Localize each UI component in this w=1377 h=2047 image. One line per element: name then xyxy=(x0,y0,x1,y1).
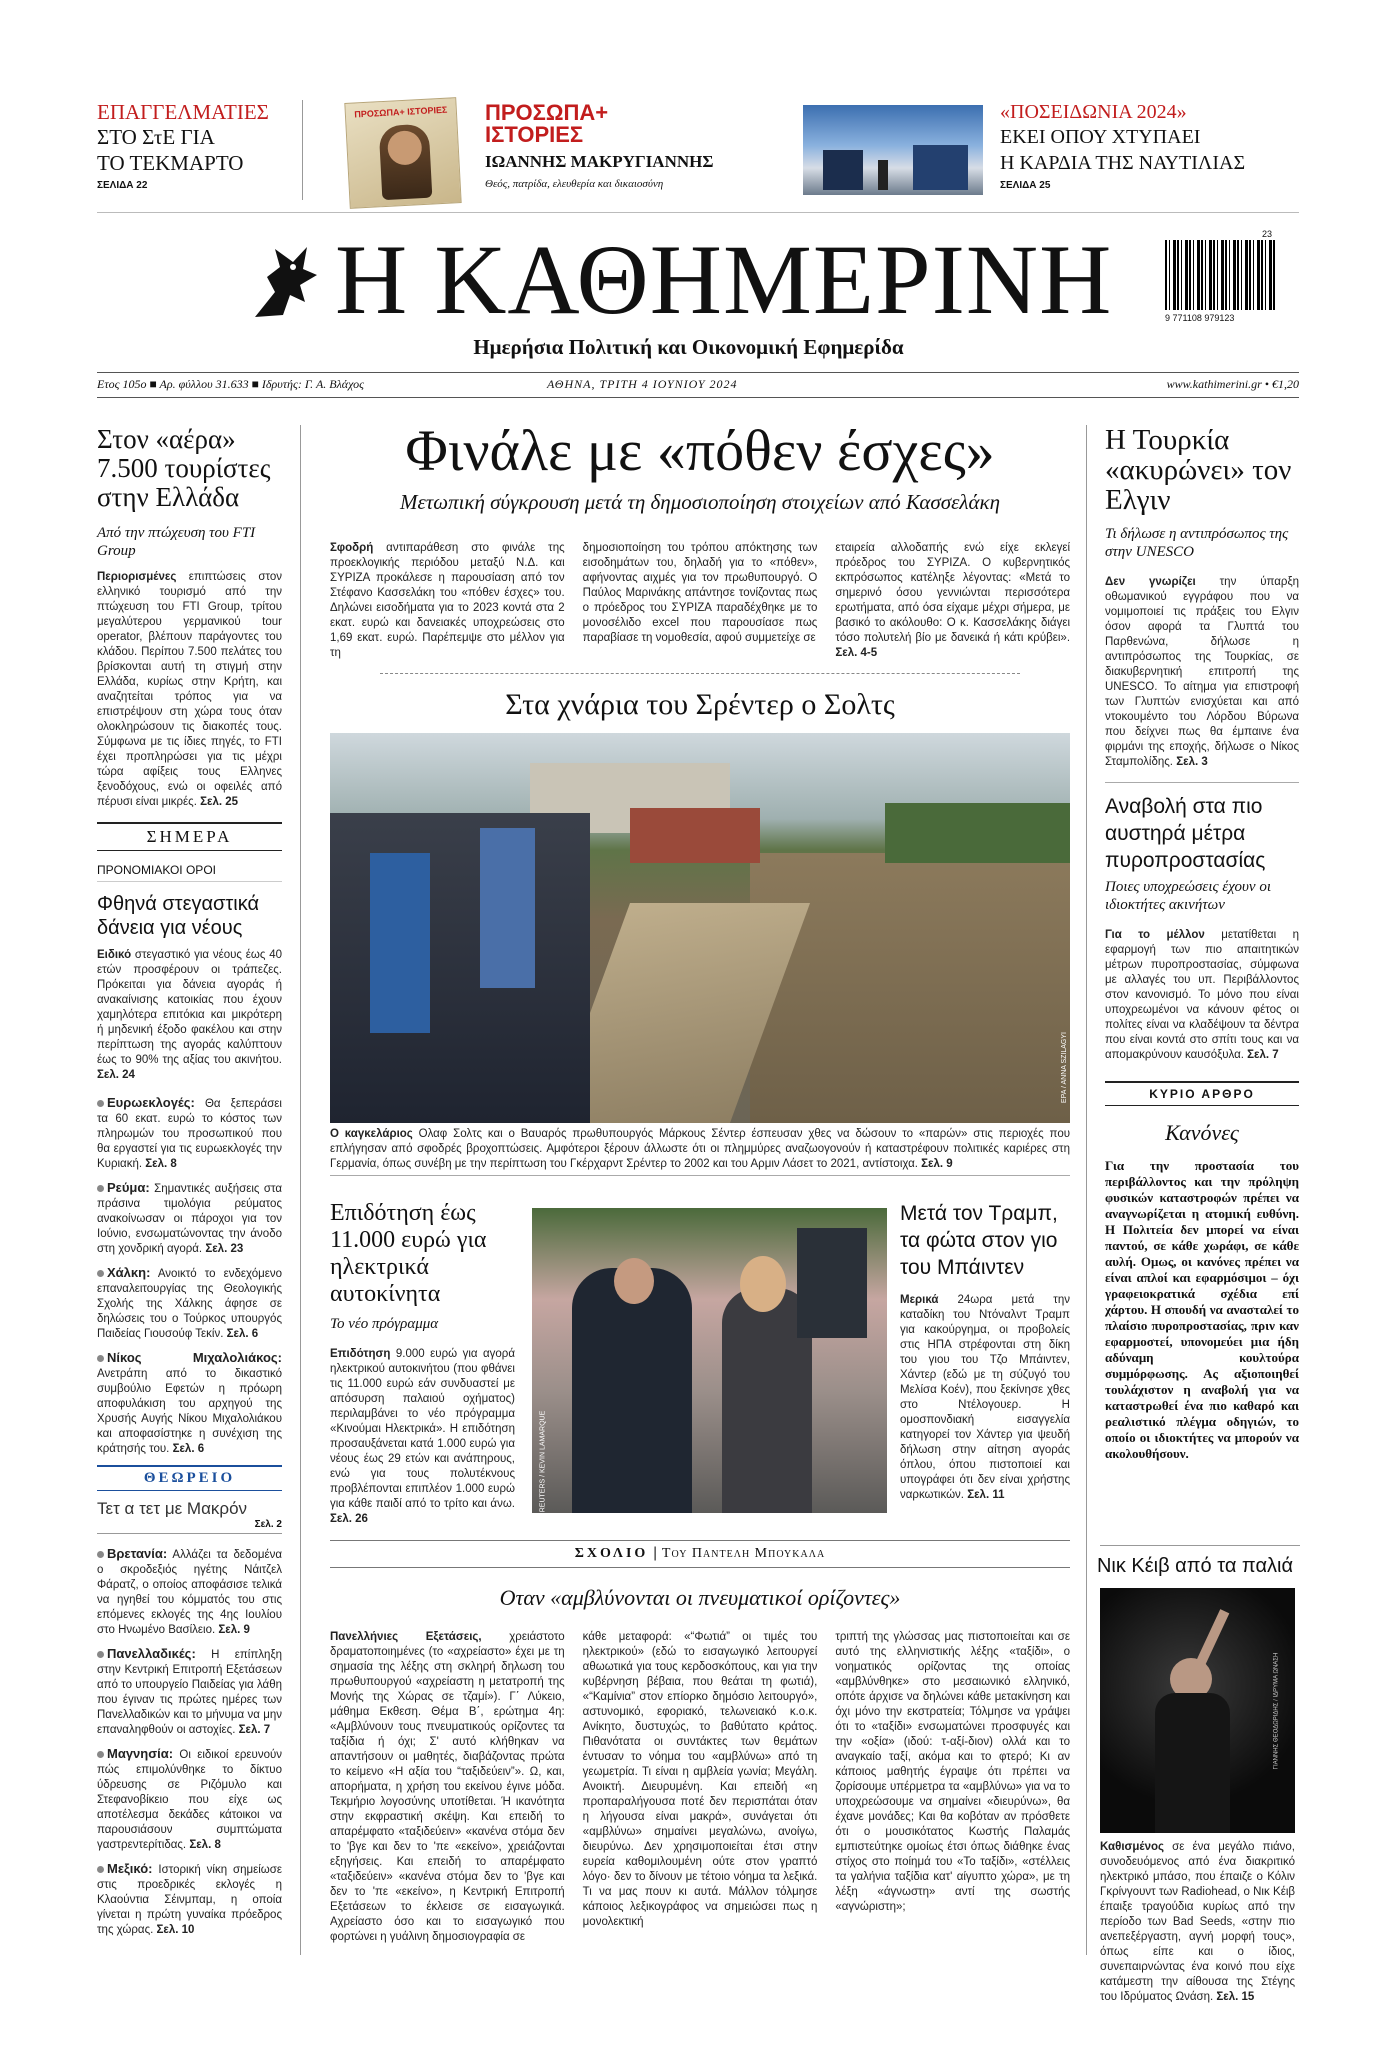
teaser-right-line1: «ΠΟΣΕΙΔΩΝΙΑ 2024» xyxy=(1000,101,1187,123)
theoreio-ref: Σελ. 2 xyxy=(97,1519,282,1534)
masthead-title: Η ΚΑΘΗΜΕΡΙΝΗ xyxy=(335,224,1113,335)
comment-headline[interactable]: Οταν «αμβλύνονται οι πνευματικοί ορίζοντες» xyxy=(499,1585,901,1610)
biden-photo-credit: REUTERS / KEVIN LAMARQUE xyxy=(539,1410,547,1513)
bullet-item[interactable]: Ρεύμα: Σημαντικές αυξήσεις στα πράσινα τιμολόγια ρεύματος ανακοίνωσαν οι πάροχοι για τον Ιούνιο, ενσωματώνοντας την άνοδο στη χονδρική αγορά. Σελ. 23 xyxy=(97,1180,282,1255)
posidonia-photo xyxy=(803,105,983,195)
book-cover-label: ΠΡΟΣΩΠΑ+ ΙΣΤΟΡΙΕΣ xyxy=(354,104,448,120)
editorial-body: Για την προστασία του περιβάλλοντος και την πρόληψη φυσικών καταστροφών πρέπει να αναγνωρίζεται η ατομική ευθύνη. Η Πολιτεία δεν μπορεί να είναι παντού, σε κάθε χωράφι, σε κάθε αυλή. Ομως, οι κανόνες πρέπει να είναι απλοί και εφαρμόσιμοι – όχι γραφειοκρατικά σχέδια επί χάρτου. Η σπουδή να ανασταλεί το πλαίσιο πυροπροστασίας, πριν καν εφαρμοστεί, υπονομεύει μια ήδη αδύναμη κουλτούρα συμμόρφωσης. Ας αξιοποιηθεί τουλάχιστον η αναβολή για να καταστρωθεί ένα πιο καθαρό και ρεαλιστικό πλέγμα οδηγιών, το οποίο οι ιδιοκτήτες να μπορούν να ακολουθήσουν. xyxy=(1105,1158,1299,1461)
teaser-right-line3: Η ΚΑΡΔΙΑ ΤΗΣ ΝΑΥΤΙΛΙΑΣ xyxy=(1000,152,1246,174)
lead-story[interactable] xyxy=(330,420,1070,661)
barcode xyxy=(1165,240,1275,310)
tourists-headline[interactable]: Στον «αέρα» 7.500 τουρίστες στην Ελλάδα xyxy=(97,424,271,512)
today-label: ΣΗΜΕΡΑ xyxy=(97,822,282,851)
issue-line: Ετος 105ο ■ Αρ. φύλλου 31.633 ■ Ιδρυτής: Γ. Α. Βλάχος ΑΘΗΝΑ, ΤΡΙΤΗ 4 ΙΟΥΝΙΟΥ 2024 www.kathimerini.gr • €1,20 xyxy=(97,377,1299,391)
teaser-left-line2: ΣΤΟ ΣτΕ ΓΙΑ xyxy=(97,125,215,149)
subsidy-sub: Το νέο πρόγραμμα xyxy=(330,1316,439,1332)
flood-photo xyxy=(330,733,1070,1123)
sheet-number: Αρ. φύλλου 31.633 xyxy=(159,377,249,391)
lead-headline: Φινάλε με «πόθεν έσχες» xyxy=(405,418,995,483)
teaser-right[interactable] xyxy=(1000,100,1300,191)
teaser-right-page: ΣΕΛΙΔΑ 25 xyxy=(1000,180,1051,191)
cave-photo-credit: ΓΙΑΝΝΗΣ ΘΕΟΔΩΡΙΔΗΣ / ΙΔΡΥΜΑ ΩΝΑΣΗ xyxy=(1273,1652,1280,1770)
today-kicker: ΠΡΟΝΟΜΙΑΚΟΙ ΟΡΟΙ xyxy=(97,863,282,882)
biden-body: Μερικά 24ωρα μετά την καταδίκη του Ντόναλντ Τραμπ για κακούργημα, οι προβολείς στις ΗΠΑ στρέφονται στη δίκη του γιου του Τζο Μπάιντεν, Χάντερ (εδώ με τη σύζυγό του Μελίσα Κοέν), που ξεκίνησε χθες στο Ντέλογουερ. Η ομοσπονδιακή εισαγγελία κατηγορεί τον Χάντερ για ψευδή δήλωση στην αίτηση αγοράς όπλου, όπου πιστοποιεί και υπογράφει ότι δεν είναι χρήστης ναρκωτικών. Σελ. 11 xyxy=(900,1294,1070,1501)
comment-col-2: κάθε μεταφορά: «“Φωτιά” οι τιμές του ηλεκτρικού» (εδώ το εισαγωγικό λειτουργεί αθωωτικά για τους κερδοσκόπους, και για την κυβέρνηση βέβαια, που θεάται τη φωτιά), «“Καμίνια” στον επίορκο δημόσιο λειτουργό», αστυνομικό, εφοριακό, τελωνειακό κ.ο.κ. Ανίκητο, δυστυχώς, το βαθύτατο κράτος. Πιθανότατα οι συντάκτες των θεμάτων έντυσαν το νόημα του «αμβλύνω» από τη γεωμετρία. Τι είναι η αμβλεία γωνία; Μεγάλη. Ανοικτή. Διευρυμένη. Και επειδή «η προπαραλήγουσα ποτέ δεν περισπάται όταν η λήγουσα είναι μακρά», συνάγεται ότι «αμβλύνω» σημαίνει μεγαλώνω, ανοίγω, διευρύνω. Δεν χρησιμοποιείται έτσι στην ευρεία καθομιλουμένη ούτε στον γραπτό λόγο· δεν το δίνουν με τέτοιο νόημα τα λεξικά. Τι να μας πουν κι αυτά. Μάλλον τόλμησε κάποιος λεξικογράφος να σημειώσει πως η μονολεκτική xyxy=(582,1631,818,1928)
bullet-item[interactable]: Πανελλαδικές: Η επίπληξη στην Κεντρική Επιτροπή Εξετάσεων από το υπουργείο Παιδείας για λάθη που έγιναν τις πρώτες ημέρες των Πανελλαδικών και το μήνυμα να μην επαναληφθούν οι αστοχίες. Σελ. 7 xyxy=(97,1646,282,1736)
lead-col-2: δημοσιοποίηση του τρόπου απόκτησης των εισοδημάτων του, δηλαδή για το «πόθεν», αφήνοντας αιχμές για τον πρωθυπουργό. Ο Παύλος Μαρινάκης απάντησε τονίζοντας πως ο πρόεδρος του ΣΥΡΙΖΑ παραδέχθηκε με το μονοσέλιδο excel που παρουσίασε πως παραβίασε τη νομοθεσία, αφού συμμετείχε σε xyxy=(582,542,818,644)
comment-author: Του Παντελη Μπουκαλα xyxy=(661,1546,826,1561)
teaser-left-line1: ΕΠΑΓΓΕΛΜΑΤΙΕΣ xyxy=(97,100,269,124)
right-column xyxy=(1105,425,1299,1462)
masthead xyxy=(0,215,1377,375)
subsidy-headline: Επιδότηση έως 11.000 ευρώ για ηλεκτρικά αυτοκίνητα xyxy=(330,1200,487,1307)
bullet-item[interactable]: Μαγνησία: Οι ειδικοί ερευνούν πώς επιμολύνθηκε το δίκτυο ύδρευσης σε Ριζόμυλο και Στεφανοβίκειο που είχε ως αποτέλεσμα δεκάδες κάτοικοι να παρουσιάσουν συμπτώματα γαστρεντερίτιδας. Σελ. 8 xyxy=(97,1746,282,1851)
barcode-issue: 23 xyxy=(1262,229,1273,239)
masthead-subtitle: Ημερήσια Πολιτική και Οικονομική Εφημερίδα xyxy=(473,335,904,359)
lead-col-3: εταιρεία αλλοδαπής ενώ είχε εκλεγεί πρόεδρος του ΣΥΡΙΖΑ. Ο κυβερνητικός εκπρόσωπος κατέληξε λέγοντας: «Μετά το σημερινό όσου γεννιώνται περισσότερα ερωτήματα, από όσα είχαμε μέχρι σήμερα, με βασικό το ακόλουθο: Ο κ. Κασσελάκης διάγει τόσο πολυτελή βίο με δανεικά ή κάτι κρύβει». Σελ. 4-5 xyxy=(835,542,1071,659)
date: ΑΘΗΝΑ, ΤΡΙΤΗ 4 ΙΟΥΝΙΟΥ 2024 xyxy=(547,377,738,391)
cave-headline[interactable]: Νικ Κέιβ από τα παλιά xyxy=(1096,1555,1294,1577)
teaser-left-line3: ΤΟ ΤΕΚΜΑΡΤΟ xyxy=(97,151,244,175)
teaser-middle-subtitle: Θεός, πατρίδα, ελευθερία και δικαιοσύνη xyxy=(485,178,664,190)
loans-headline[interactable]: Φθηνά στεγαστικά δάνεια για νέους xyxy=(97,893,260,939)
lead-sub: Μετωπική σύγκρουση μετά τη δημοσιοποίηση στοιχείων από Κασσελάκη xyxy=(399,490,1001,514)
bullets-1 xyxy=(97,1095,282,1457)
bullets-2 xyxy=(97,1546,282,1938)
subsidy-story[interactable] xyxy=(330,1200,515,1527)
photo-headline[interactable]: Στα χνάρια του Σρέντερ ο Σολτς xyxy=(505,688,895,721)
tourists-body: Περιορισμένες επιπτώσεις στον ελληνικό τουρισμό από την πτώχευση του FTI Group, τρίτου μεγαλύτερου γερμανικού tour operator, βλέπουν παράγοντες του κλάδου. Περίπου 7.500 πελάτες του βρίσκονται αυτή τη στιγμή στην Ελλάδα, κυρίως στην Κρήτη, και αναζητείται τρόπος για να επιστρέψουν στη χώρα τους όταν ολοκληρώσουν τις διακοπές τους. Σύμφωνα με τις ίδιες πηγές, το FTI έχει προπληρώσει για τις μέχρι τώρα αφίξεις τους Ελληνες ξενοδόχους, ενώ οι οφειλές από πέρυσι είναι μικρές. Σελ. 25 xyxy=(97,571,282,808)
flood-photo-credit: EPA / ANNA SZILAGYI xyxy=(1061,1031,1068,1103)
teaser-right-line2: ΕΚΕΙ ΟΠΟΥ ΧΤΥΠΑΕΙ xyxy=(1000,126,1201,148)
bullet-item[interactable]: Ευρωεκλογές: Θα ξεπεράσει τα 60 εκατ. ευρώ το κόστος των πληρωμών του προσωπικού που θα εργαστεί για τις ευρωεκλογές την Κυριακή. Σελ. 8 xyxy=(97,1095,282,1170)
comment-label: ΣΧΟΛΙΟ xyxy=(574,1546,649,1561)
biden-headline: Μετά τον Τραμπ, τα φώτα στον γιο του Μπάιντεν xyxy=(900,1202,1058,1279)
subsidy-body: Επιδότηση 9.000 ευρώ για αγορά ηλεκτρικού αυτοκινήτου (που φθάνει τις 11.000 ευρώ εάν συνδυαστεί με απόσυρση παλαιού οχήματος) περιλαμβάνει το νέο πρόγραμμα «Κινούμαι Ηλεκτρικά». Η επιδότηση προσαυξάνεται κατά 1.000 ευρώ για νέους έως 29 ετών και ανάπηρους, ενώ για τους πολυτέκνους προβλέπονται επιπλέον 1.000 ευρώ για κάθε παιδί από το τρίτο και άνω. Σελ. 26 xyxy=(330,1348,515,1525)
cave-body: Καθισμένος σε ένα μεγάλο πιάνο, συνοδευόμενος από ένα διακριτικό ηλεκτρικό μπάσο, που έπαιζε ο Κόλιν Γκρίνγουντ των Radiohead, ο Νικ Κέιβ έπαιξε τραγούδια κυρίως από την περίοδο των Bad Seeds, «στην πιο ανεπεξέργαστη, αγνή μορφή τους», όπως είπε και ο ίδιος, συνεπαιρνώντας ένα κοινό που είχε κατάμεστη την αίθουσα της Στέγης του Ιδρύματος Ωνάση. Σελ. 15 xyxy=(1100,1841,1295,2003)
theoreio-box[interactable] xyxy=(97,1465,282,1534)
comment-col-3: τριπτή της γλώσσας μας πιστοποιείται και σε αυτό της ελληνιστικής λέξης «ταξίδι», ο νοηματικός ορίζοντας της οποίας «αμβλύνθηκε» στο μεσαιωνικό ελληνικό, οπότε άρχισε να δηλώνει κάθε μετακίνηση και όχι μόνο την εκστρατεία; Τόλμησε να γράψει ότι το «ταξίδι» ενσωματώνει προσφυγές και την «οξία» (ιδού: τ-αξί-διον) ολλά και το αναγκαίο ταξί, ακόμα και το φτερό; Κι αν κάποιος μαθητής έγραψε ότι πρέπει να ζορίσουμε υπέρμετρα τα «αμβλύνω» για να το υποχρεώσουμε να σημαίνει «διευρύνω», θα έχανε μονάδες; Και θα κοβόταν αν πρόσθετε ότι ο μουσικότατος Κωστής Παλαμάς εμπιστεύτηκε ομοίως έτσι όπως διάθηκε ένας στίχος στο ποίημά του «Το ταξίδι», «στέλλεις τα γαλήνια ταξίδια κατ' αίγυπτο χώρα», με τη λέξη «άγνωστη» αντί της σωστής «αγνώριστη»; xyxy=(835,1631,1070,1913)
barcode-number: 9 771108 979123 xyxy=(1165,313,1235,323)
teaser-middle-kicker: ΠΡΟΣΩΠΑ+ ΙΣΤΟΡΙΕΣ xyxy=(485,100,609,147)
teaser-left-page: ΣΕΛΙΔΑ 22 xyxy=(97,180,148,191)
bullet-item[interactable]: Νίκος Μιχαλολιάκος: Ανετράπη από το δικαστικό συμβούλιο Εφετών η πρόωρη αποφυλάκιση του αρχηγού της Χρυσής Αυγής Νίκου Μιχαλολιάκου και αποφασίστηκε η συνέχιση της κράτησής του. Σελ. 6 xyxy=(97,1350,282,1455)
teaser-left[interactable] xyxy=(97,100,287,191)
griffin-logo-icon xyxy=(245,237,325,327)
cave-photo xyxy=(1100,1588,1295,1833)
year: Ετος 105ο xyxy=(97,377,147,391)
tourists-sub: Από την πτώχευση του FTI Group xyxy=(97,525,256,559)
fire-story[interactable] xyxy=(1105,782,1299,1063)
editorial-label: ΚΥΡΙΟ ΑΡΘΡΟ xyxy=(1105,1081,1299,1106)
founder: Ιδρυτής: Γ. Α. Βλάχος xyxy=(261,377,365,391)
fire-sub: Ποιες υποχρεώσεις έχουν οι ιδιοκτήτες ακινήτων xyxy=(1105,879,1271,913)
fire-body: Για το μέλλον μετατίθεται η εφαρμογή των πιο απαιτητικών μέτρων πυροπροστασίας, σύμφωνα με αλλαγές του υπ. Περιβάλλοντος στον κανονισμό. Το μόνο που είναι υποχρεωμένοι να κάνουν φέτος οι πολίτες είναι να κλαδέψουν τα δέντρα που είναι κοντά στο σπίτι τους και να απομακρύνουν καυσόξυλα. Σελ. 7 xyxy=(1105,929,1299,1061)
comment-col-1: Πανελλήνιες Εξετάσεις, χρειάστοτο δραματοποιημένες (το «αχρείαστο» έχει με τη σημασία της λέξης στη σκληρή δηλωση του πρωθυπουργού «αχρείαστη η μετατροπή της Μονής της Χώρας σε τζαμί»). Γ΄ Λύκειο, μάθημα Εκθεση. Θέμα Β΄, ερώτημα 4η: «Αμβλύνουν τους πνευματικούς ορίζοντες τα ταξίδια ή όχι; Σ' αυτό κλήθηκαν να απαντήσουν οι μαθητές, διαβάζοντας πρώτα το κείμενο «Η αξία του “ταξιδεύειν”». Ω, και, απορήματα, η χρήση του εκείνου έγινε μόδα. Τεκμήριο λογοσύνης υποτίθεται. Ή ικανότητα στην εκφραστική σκέψη. Και επειδή το απαρέμφατο «ταξιδεύειν» «κανένα στόμα δεν το 'βγε και δεν το 'πε «εκείνο», χρειάζονται εξηγήσεις. Και επειδή το απαρέμφατο «ταξιδεύειν» «κανένα στόμα δεν το 'βγε και δεν το 'πε «εκείνο», η Κεντρική Επιτροπή Εξετάσεων το έκλεισε σε εισαγωγικά. Αχρείαστο όσο και το εισαγωγικό που φορτώνει η γυάλινη δημοσιογραφία σε xyxy=(330,1631,565,1943)
teaser-middle-title: ΙΩΑΝΝΗΣ ΜΑΚΡΥΓΙΑΝΝΗΣ xyxy=(485,152,714,171)
bullet-item[interactable]: Χάλκη: Ανοικτό το ενδεχόμενο επαναλειτουργίας της Θεολογικής Σχολής της Χάλκης άφησε σε δηλώσεις του ο Τούρκος υπουργός Παιδείας Γιουσούφ Τεκίν. Σελ. 6 xyxy=(97,1265,282,1340)
editorial[interactable] xyxy=(1105,1081,1299,1462)
fire-headline: Αναβολή στα πιο αυστηρά μέτρα πυροπροστασίας xyxy=(1105,795,1266,872)
comment-columns xyxy=(330,1630,1070,1950)
comment-heading: ΣΧΟΛΙΟ | Του Παντελη Μπουκαλα xyxy=(574,1545,826,1561)
left-column xyxy=(97,425,282,1946)
lead-col-1: Σφοδρή αντιπαράθεση στο φινάλε της προεκλογικής περιόδου μεταξύ Ν.Δ. και ΣΥΡΙΖΑ προκάλεσε η παρουσίαση από τον Στέφανο Κασσελάκη του «πόθεν έσχες» του. Δηλώνει εισοδήματα για το 2023 κοντά στα 2 εκατ. ευρώ και δανειακές υποχρεώσεις στο 1,69 εκατ. ευρώ. Παρέπεμψε στο μέλλον για τη xyxy=(330,542,565,659)
editorial-title: Κανόνες xyxy=(1165,1120,1239,1145)
site-price: www.kathimerini.gr • €1,20 xyxy=(1166,377,1299,391)
flood-caption: Ο καγκελάριος Ολαφ Σολτς και ο Βαυαρός πρωθυπουργός Μάρκους Σέντερ έσπευσαν χθες να δώσουν το «παρών» στις περιοχές που επλήγησαν από σφοδρές βροχοπτώσεις. Αμφότεροι ξέρουν άλλωστε ότι οι πλημμύρες αναζωογονούν ή καταστρέφουν πολιτικές καριέρες στη Γερμανία, όπως συνέβη με την περίπτωση του Γκέρχαρντ Σρέντερ το 2002 και του Αρμιν Λάσετ το 2021, αντίστοιχα. Σελ. 9 xyxy=(330,1128,1070,1170)
turkey-body: Δεν γνωρίζει την ύπαρξη οθωμανικού εγγράφου που να νομιμοποιεί τις πράξεις του Ελγιν όσον αφορά τα Γλυπτά του Παρθενώνα, δήλωσε η αντιπρόσωπος της Τουρκίας, σε διακυβερνητική επιτροπή της UNESCO. Το αίτημα για επιστροφή των Γλυπτών ενισχύεται και από ντοκουμέντο του Λόρδου Βύρωνα που δείχνει πως θα έμπαινε ένα φιρμάνι της εποχής, δήλωσε ο Νίκος Σταμπολίδης. Σελ. 3 xyxy=(1105,576,1299,768)
theoreio-title: Τετ α τετ με Μακρόν xyxy=(97,1499,248,1518)
book-cover xyxy=(344,97,461,209)
biden-story[interactable] xyxy=(900,1200,1070,1503)
bullet-item[interactable]: Βρετανία: Αλλάζει τα δεδομένα ο σκροδεξιός ηγέτης Νάιτζελ Φάρατζ, ο οποίος αποφάσισε τελικά να ηγηθεί του κόμματός του στις επόμενες εκλογές της 4ης Ιουλίου στο Ηνωμένο Βασίλειο. Σελ. 9 xyxy=(97,1546,283,1636)
loans-body: Ειδικό στεγαστικό για νέους έως 40 ετών προσφέρουν οι τράπεζες. Πρόκειται για δάνεια αγοράς ή ανακαίνισης κατοικίας που έχουν χαμηλότερα επιτόκια και μικρότερη ή μηδενική έξοδο φακέλου και στην περίπτωση της αγοράς καλύπτουν έως το 90% της αξίας του ακινήτου. Σελ. 24 xyxy=(97,949,282,1081)
teaser-middle[interactable] xyxy=(345,100,745,210)
bullet-item[interactable]: Μεξικό: Ιστορική νίκη σημείωσε στις προεδρικές εκλογές η Κλαούντια Σέινμπαμ, η οποία γίνεται η πρώτη γυναίκα πρόεδρος της χώρας. Σελ. 10 xyxy=(97,1861,283,1936)
turkey-headline[interactable]: Η Τουρκία «ακυρώνει» τον Ελγιν xyxy=(1105,424,1292,516)
theoreio-label: ΘΕΩΡΕΙΟ xyxy=(97,1470,282,1491)
biden-photo xyxy=(532,1208,887,1513)
turkey-sub: Τι δήλωσε η αντιπρόσωπος της στην UNESCO xyxy=(1105,526,1289,560)
